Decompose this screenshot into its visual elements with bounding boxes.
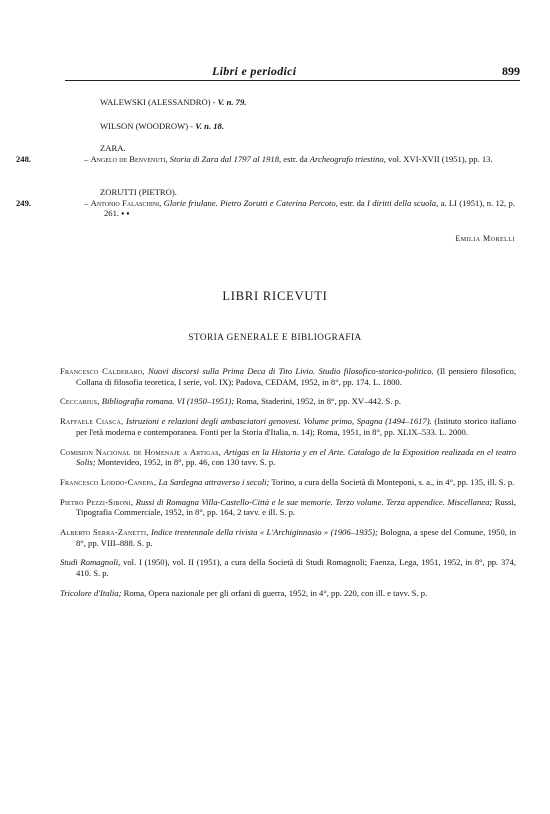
book-entry (60, 588, 516, 599)
cross-reference-target: - V. n. 18. (190, 121, 224, 131)
book-details: Bologna, a spese del Comune, 1950, in 8°, pp. VIII–888. S. p. (76, 527, 516, 548)
running-head (60, 64, 520, 80)
entry-journal: Archeografo triestino, (309, 154, 386, 164)
book-details: Russi, Tipografia Commerciale, 1952, in 8°, pp. 164, 2 tavv. e ill. S. p. (76, 496, 516, 518)
book-title: Bibliografia romana. VI (1950–1951); (101, 396, 235, 407)
entry-text: vol. XVI-XVII (1951), pp. 13. (385, 154, 493, 164)
book-entry (60, 557, 516, 578)
entry-number: 249. (16, 198, 32, 208)
book-entry (60, 477, 516, 488)
book-author: Ceccarius, (60, 396, 100, 407)
book-entry (60, 527, 516, 548)
book-details: Torino, a cura della Società di Monteponi, s. a., in 4°, pp. 135, ill. S. p. (269, 476, 515, 487)
cross-reference (100, 97, 246, 107)
entry-author: Antonio Falaschini, (90, 198, 162, 208)
book-author: Alberto Serra-Zanetti, (60, 527, 149, 538)
section-title: LIBRI RICEVUTI (222, 289, 328, 303)
book-title: Russi di Romagna Villa-Castello-Città e le sue memorie. Terzo volume. Terza appendice. Miscellanea; (135, 496, 493, 507)
subsection-title: STORIA GENERALE E BIBLIOGRAFIA (188, 332, 362, 342)
book-title: Nuovi discorsi sulla Prima Deca di Tito Livio. Studio filosofico-storico-politico. (147, 366, 434, 376)
entry-title: Storia di Zara dal 1797 al 1918, (169, 154, 282, 164)
entry-text: estr. da (281, 154, 310, 164)
review-signature: Emilia Morelli (455, 234, 515, 243)
entry-text: estr. da (337, 198, 368, 208)
page-number: 899 (502, 64, 520, 78)
book-entry (60, 416, 516, 437)
book-entry (60, 447, 516, 468)
running-head-title: Libri e periodici (212, 64, 297, 78)
book-author: Comision Nacional de Homenaje a Artigas, (60, 446, 222, 457)
entry-number: 248. (16, 154, 32, 164)
book-entry (60, 366, 516, 387)
header-rule (65, 80, 520, 81)
book-title: La Sardegna attraverso i secoli; (158, 476, 270, 487)
book-author: Francesco Calderaro, (60, 366, 145, 376)
entry-text: a. LI (1951), n. 12, p. 261. ▪ ▪ (104, 198, 515, 219)
book-details: Roma, Staderini, 1952, in 8°, pp. XV–442. S. p. (234, 396, 402, 407)
book-list (60, 366, 516, 608)
book-title: Indice trentennale della rivista « L'Archiginnasio » (1906–1935); (150, 527, 378, 538)
book-author: Raffaele Ciasca, (60, 416, 124, 427)
cross-reference (100, 121, 224, 131)
book-title: Istruzioni e relazioni degli ambasciatori genovesi. Volume primo, Spagna (1494–1617). (125, 416, 432, 427)
book-title: Studi Romagnoli, (60, 557, 121, 568)
book-title: Tricolore d'Italia; (60, 587, 122, 598)
book-details: Montevideo, 1952, in 8°, pp. 46, con 130 tavv. S. p. (95, 457, 276, 468)
book-entry (60, 497, 516, 518)
entry-author: Angelo de Benvenuti, (90, 154, 168, 164)
entry-dash: – (84, 198, 89, 208)
entry-dash: – (84, 154, 89, 164)
book-details: vol. I (1950), vol. II (1951), a cura della Società di Studi Romagnoli; Faenza, Lega, 1951, 1952, in 8°, pp. 374, 410. S. p. (76, 557, 516, 579)
topic-heading: ZORUTTI (PIETRO). (100, 187, 177, 197)
book-author: Francesco Loddo-Canepa, (60, 476, 157, 487)
topic-heading: ZARA. (100, 143, 126, 153)
book-details: (Istituto storico italiano per l'età moderna e contemporanea. Fonti per la Storia d'Italia, n. 14); Roma, 1951, in 8°, pp. XLIX–533. L. 2000. (76, 416, 516, 437)
book-details: (Il pensiero filosofico, Collana di filosofia teoretica, I serie, vol. IX); Padova, CEDAM, 1952, in 8°, pp. 174. L. 1800. (76, 366, 516, 387)
numbered-entry (16, 154, 515, 164)
book-entry (60, 396, 516, 407)
numbered-entry (16, 198, 515, 219)
book-author: Pietro Pezzi-Siboni, (60, 496, 134, 507)
book-title: Artigas en la Historia y en el Arte. Catalogo de la Exposition realizada en el teatro Solis; (76, 446, 516, 468)
cross-reference-name: WILSON (WOODROW) (100, 121, 189, 131)
cross-reference-name: WALEWSKI (ALESSANDRO) (100, 97, 211, 107)
cross-reference-target: - V. n. 79. (212, 97, 247, 107)
entry-title: Glorie friulane. Pietro Zorutti e Caterina Percoto, (163, 198, 338, 208)
entry-journal: I diritti della scuola, (367, 198, 439, 208)
book-details: Roma, Opera nazionale per gli orfani di guerra, 1952, in 4°, pp. 220, con ill. e tavv. S. p. (121, 587, 428, 598)
